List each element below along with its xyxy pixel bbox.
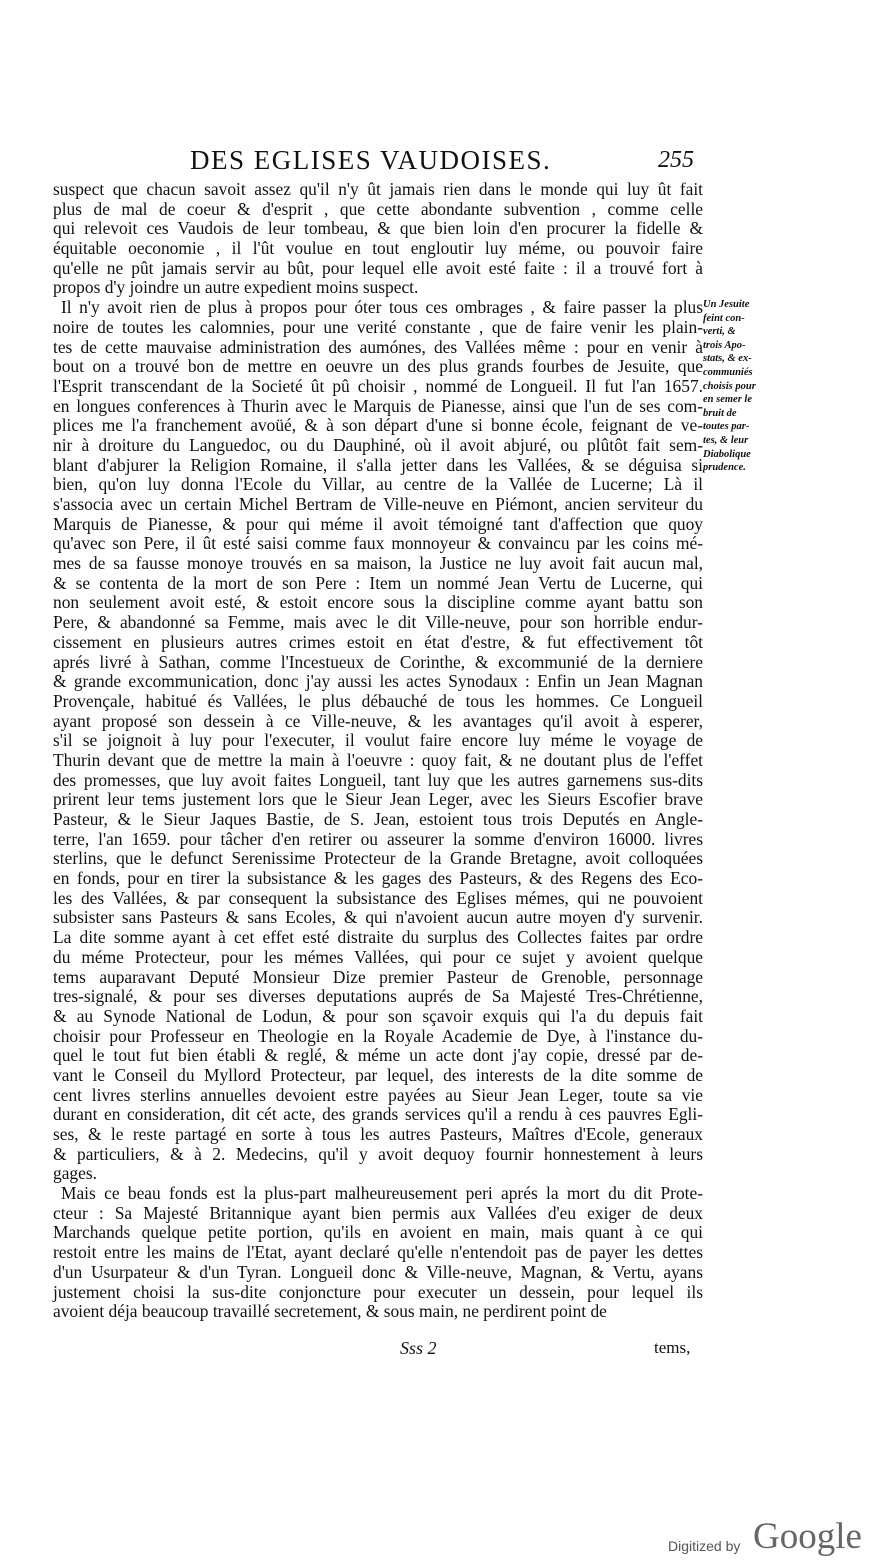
text-line: suspect que chacun savoit assez qu'il n'y ût jamais rien dans le monde qui luy ût fait: [53, 179, 703, 199]
margin-note-line: bruit de: [703, 407, 737, 419]
text-line: La dite somme ayant à cet effet esté distraite du surplus des Collectes faites par ordre: [53, 927, 703, 948]
text-line: & grande excommunication, donc j'ay aussi les actes Synodaux : Enfin un Jean Magnan: [53, 671, 703, 692]
text-line: vant le Conseil du Myllord Protecteur, par lequel, des interests de la dite somme de: [53, 1064, 703, 1085]
text-line: cent livres sterlins annuelles devoient estre payées au Sieur Jean Leger, toute sa vie: [53, 1084, 703, 1105]
page-number: 255: [658, 147, 694, 173]
text-line: choisir pour Professeur en Theologie en la Royale Academie de Dye, à l'instance du-: [53, 1025, 703, 1046]
text-line: qui relevoit ces Vaudois de leur tombeau, & que bien loin d'en procurer la fidelle &: [53, 218, 703, 239]
margin-note-line: stats, & ex-: [703, 353, 752, 365]
text-line: prirent leur tems justement lors que le Sieur Jean Leger, avec les Sieurs Escofier brave: [53, 789, 703, 810]
text-line: s'il se joignoit à luy pour l'executer, il voulut faire encore luy méme le voyage de: [53, 730, 703, 751]
margin-note-line: communiés: [703, 366, 753, 378]
watermark-prefix: Digitized by: [668, 1538, 741, 1554]
margin-note-line: feint con-: [703, 312, 745, 324]
text-line: en longues conferences à Thurin avec le Marquis de Pianesse, ainsi que l'un de ses com-: [53, 395, 703, 416]
text-line: tes de cette mauvaise administration des aumónes, des Vallées même : pour en venir à: [53, 336, 703, 357]
text-line: durant en consideration, dit cét acte, des grands services qu'il a rendu à ces pauvres Egli-: [53, 1104, 703, 1125]
text-line: en fonds, pour en tirer la subsistance & les gages des Pasteurs, & des Regens des Eco-: [53, 868, 703, 889]
margin-note-line: verti, &: [703, 326, 736, 338]
text-line: ses, & le reste partagé en sorte à tous les autres Pasteurs, Maîtres d'Ecole, generaux: [53, 1124, 703, 1144]
digitized-watermark: [668, 1515, 868, 1559]
text-line: cissement en plusieurs autres crimes estoit en état d'estre, & fut effectivement tôt: [53, 631, 703, 652]
catchword: tems,: [654, 1338, 691, 1357]
text-line: aprés livré à Sathan, comme l'Incestueux de Corinthe, & excommunié de la derniere: [53, 651, 703, 672]
text-line: ayant proposé son dessein à ce Ville-neuve, & les avantages qu'il avoit à esperer,: [53, 710, 703, 731]
margin-note-line: tes, & leur: [703, 434, 749, 446]
text-line: bout on a trouvé bon de mettre en oeuvre un des plus grands fourbes de Jesuite, que: [53, 356, 703, 377]
text-line: s'associa avec un certain Michel Bertram de Ville-neuve en Piémont, ancien serviteur du: [53, 494, 703, 514]
text-line: gages.: [53, 1163, 97, 1184]
text-line: restoit entre les mains de l'Etat, ayant declaré qu'elle n'entendoit pas de payer les dettes: [53, 1242, 703, 1263]
text-line: qu'avec son Pere, il ût esté saisi comme faux monnoyeur & convaincu par les coins mé-: [53, 533, 703, 554]
text-line: tres-signalé, & pour ses diverses deputations auprés de Sa Majesté Tres-Chrétienne,: [53, 986, 703, 1007]
margin-note-line: trois Apo-: [703, 339, 746, 351]
margin-note-line: Un Jesuite: [703, 299, 750, 310]
text-line: & au Synode National de Lodun, & pour son sçavoir exquis qui l'a du depuis fait: [53, 1005, 703, 1026]
margin-note-line: choisis pour: [703, 380, 756, 392]
text-line: d'un Usurpateur & d'un Tyran. Longueil donc & Ville-neuve, Magnan, & Vertu, ayans: [53, 1261, 703, 1282]
google-logo: Google: [753, 1516, 862, 1557]
text-line: Pasteur, & le Sieur Jaques Bastie, de S. Jean, estoient tous trois Deputés en Angle-: [53, 809, 703, 829]
text-line: sterlins, que le defunct Serenissime Protecteur de la Grande Bretagne, avoit colloquées: [53, 848, 703, 869]
text-line: Pere, & abandonné sa Femme, mais avec le dit Ville-neuve, pour son horrible endur-: [53, 612, 703, 633]
text-line: qu'elle ne pût jamais servir au bût, pour lequel elle avoit esté faite : il a trouvé fort à: [53, 257, 703, 278]
text-line: & particuliers, & à 2. Medecins, qu'il y avoit dequoy fournir honnestement à leurs: [53, 1143, 703, 1164]
text-line: non seulement avoit esté, & estoit encore sous la discipline comme ayant battu son: [53, 592, 703, 613]
margin-note: [703, 298, 765, 475]
text-line: plices me l'a franchement avoüé, & à son départ d'une si bonne école, feignant de ve-: [53, 415, 703, 436]
text-line: du méme Protecteur, pour les mémes Vallées, qui pour ce sujet y avoient quelque: [53, 946, 703, 967]
margin-note-line: Diabolique: [703, 448, 751, 460]
text-line: Provençale, habitué és Vallées, le plus débauché de tous les hommes. Ce Longueil: [53, 690, 703, 711]
page-header: [0, 145, 873, 177]
text-line: tems auparavant Deputé Monsieur Dize premier Pasteur de Grenoble, personnage: [53, 966, 703, 987]
text-line: l'Esprit transcendant de la Societé ût pû choisir , nommé de Longueil. Il fut l'an 1657.: [53, 375, 703, 396]
text-line: avoient déja beaucoup travaillé secretement, & sous main, ne perdirent point de: [53, 1301, 607, 1322]
text-line: bien, qu'on luy donna l'Ecole du Villar, au centre de la Vallée de Lucerne; Là il: [53, 474, 703, 495]
text-line: des promesses, que luy avoit faites Longueil, tant luy que les autres garnemens sus-dits: [53, 769, 703, 790]
text-line: Il n'y avoit rien de plus à propos pour óter tous ces ombrages , & faire passer la plus: [61, 297, 703, 318]
text-line: blant d'abjurer la Religion Romaine, il s'alla jetter dans les Vallées, & se déguisa si: [53, 454, 703, 475]
text-line: plus de mal de coeur & d'esprit , que cette abondante subvention , comme celle: [53, 198, 703, 219]
text-line: quel le tout fut bien établi & reglé, & méme un acte dont j'ay copie, dressé par de-: [53, 1045, 703, 1066]
margin-note-line: en semer le: [703, 394, 752, 406]
text-line: & se contenta de la mort de son Pere : Item un nommé Jean Vertu de Lucerne, qui: [53, 572, 703, 593]
text-line: cteur : Sa Majesté Britannique ayant bien permis aux Vallées d'eu exiger de deux: [53, 1202, 703, 1223]
text-line: équitable oeconomie , il l'ût voulue en tout engloutir luy méme, ou pouvoir faire: [53, 238, 703, 259]
text-line: justement choisi la sus-dite conjoncture pour executer un dessein, pour lequel ils: [53, 1281, 703, 1302]
text-line: Mais ce beau fonds est la plus-part malheureusement peri aprés la mort du dit Prote-: [61, 1183, 703, 1204]
text-line: Marchands quelque petite portion, qu'ils en avoient en main, mais quant à ce qui: [53, 1222, 703, 1243]
text-line: nir à droiture du Languedoc, ou du Dauphiné, où il avoit abjuré, ou plûtôt fait sem-: [53, 434, 703, 455]
running-title: DES EGLISES VAUDOISES.: [190, 145, 552, 175]
text-line: subsister sans Pasteurs & sans Ecoles, & qui n'avoient aucun autre moyen d'y survenir.: [53, 907, 703, 928]
text-line: Marquis de Pianesse, & pour qui méme il avoit témoigné tant d'affection que quoy: [53, 513, 703, 534]
margin-note-line: toutes par-: [703, 421, 750, 433]
text-line: terre, l'an 1659. pour tâcher d'en retirer ou asseurer la somme d'environ 16000. livres: [53, 828, 703, 849]
text-line: mes de sa fausse monoye trouvés en sa maison, la Justice ne luy avoit fait aucun mal,: [53, 553, 703, 574]
text-line: les des Vallées, & par consequent la subsistance des Eglises mémes, qui ne pouvoient: [53, 887, 703, 908]
text-line: Thurin devant que de mettre la main à l'oeuvre : quoy fait, & ne doutant plus de l'effet: [53, 749, 703, 770]
body-text: [53, 180, 703, 1322]
signature-mark: Sss 2: [400, 1338, 437, 1358]
text-line: noire de toutes les calomnies, pour une verité constante , que de faire venir les plain-: [53, 316, 703, 337]
text-line: propos d'y joindre un autre expedient moins suspect.: [53, 277, 419, 298]
margin-note-line: prudence.: [703, 462, 746, 474]
